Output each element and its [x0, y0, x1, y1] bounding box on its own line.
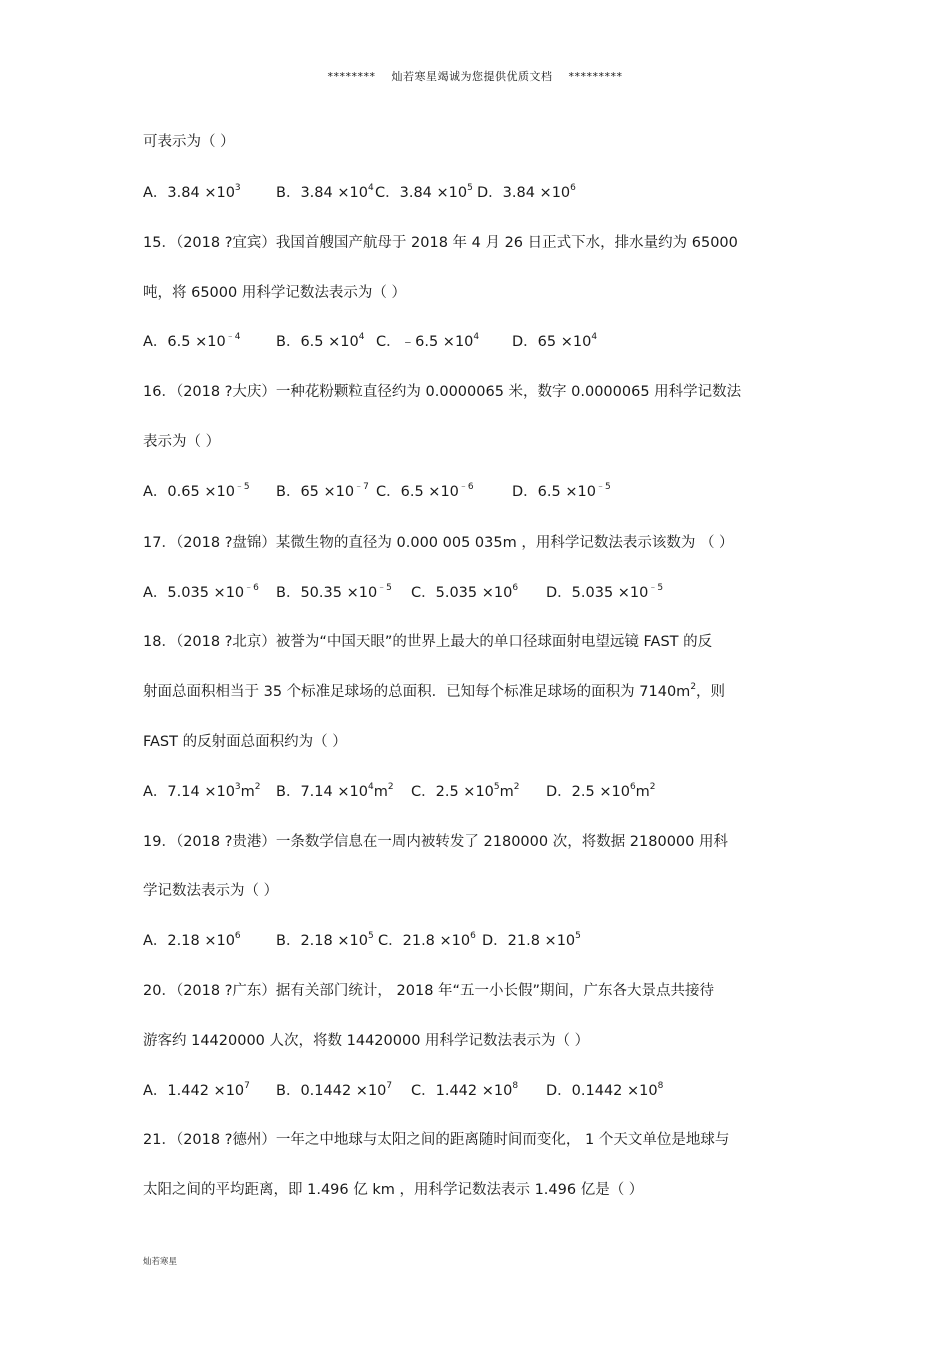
option-a: A．$3.84 \times 10^3$ — [143, 183, 241, 201]
option-b: B．$7.14 \times 10^4m^2$ — [276, 782, 394, 800]
options-row-q15 — [143, 332, 597, 352]
question-18-line-3: FAST 的反射面总面积约为（ ） — [143, 734, 347, 750]
option-a: A．$0.65 \times 10^{﹣5}$ — [143, 482, 250, 500]
option-d: D．$3.84 \times 10^6$ — [477, 183, 576, 201]
options-row-q20 — [143, 1081, 663, 1101]
option-a: A．$7.14 \times 10^3m^2$ — [143, 782, 261, 800]
question-16-line-2: 表示为（ ） — [143, 434, 221, 450]
option-c: C．$2.5 \times 10^5m^2$ — [411, 782, 520, 800]
question-15-line-1: 15．（2018 ?宜宾）我国首艘国产航母于 2018 年 4 月 26 日正式下水，排水量约为 65000 — [143, 235, 738, 251]
header-title: 灿若寒星竭诚为您提供优质文档 — [391, 70, 553, 83]
option-a: A．$6.5 \times 10^{﹣4}$ — [143, 332, 241, 350]
option-b: B．$65 \times 10^{﹣7}$ — [276, 482, 369, 500]
option-c: C．$6.5 \times 10^{﹣6}$ — [376, 482, 474, 500]
question-16-line-1: 16．（2018 ?大庆）一种花粉颗粒直径约为 0.0000065 米，数字 0.0000065 用科学记数法 — [143, 384, 742, 400]
page-footer: 灿若寒星 — [143, 1257, 178, 1267]
option-b: B．$6.5 \times 10^4$ — [276, 332, 365, 350]
option-c: C．$21.8 \times 10^6$ — [378, 931, 476, 949]
option-b: B．$0.1442 \times 10^7$ — [276, 1081, 393, 1099]
options-row-q16 — [143, 482, 611, 502]
question-15-line-2: 吨，将 65000 用科学记数法表示为（ ） — [143, 285, 406, 301]
option-a: A．$1.442 \times 10^7$ — [143, 1081, 250, 1099]
header-stars-right: ********* — [568, 70, 623, 83]
question-18-line-1: 18．（2018 ?北京）被誉为“中国天眼”的世界上最大的单口径球面射电望远镜 FAST 的反 — [143, 634, 713, 650]
option-a: A．$5.035 \times 10^{﹣6}$ — [143, 583, 259, 601]
question-21-line-1: 21．（2018 ?德州）一年之中地球与太阳之间的距离随时间而变化， 1 个天文单位是地球与 — [143, 1132, 730, 1148]
option-b: B．$2.18 \times 10^5$ — [276, 931, 374, 949]
question-18-line-2: 射面总面积相当于 35 个标准足球场的总面积．已知每个标准足球场的面积为 $7140m^2$，则 — [143, 682, 726, 700]
question-17-line-1: 17．（2018 ?盘锦）某微生物的直径为 0.000 005 035m ，用科学记数法表示该数为 （ ） — [143, 535, 734, 551]
question-20-line-2: 游客约 14420000 人次，将数 14420000 用科学记数法表示为（ ） — [143, 1033, 590, 1049]
options-row-q14 — [143, 183, 576, 203]
option-c: C．$3.84 \times 10^5$ — [375, 183, 473, 201]
question-19-line-2: 学记数法表示为（ ） — [143, 883, 279, 899]
question-text: 可表示为（ ） — [143, 134, 235, 150]
question-19-line-1: 19．（2018 ?贵港）一条数学信息在一周内被转发了 2180000 次，将数据 2180000 用科 — [143, 834, 728, 850]
option-d: D．$6.5 \times 10^{﹣5}$ — [512, 482, 611, 500]
option-c: C．﹣6.5 $\times 10^4$ — [376, 332, 480, 350]
option-d: D．$5.035 \times 10^{﹣5}$ — [546, 583, 664, 601]
option-d: D．$0.1442 \times 10^8$ — [546, 1081, 664, 1099]
option-b: B．$50.35 \times 10^{﹣5}$ — [276, 583, 392, 601]
options-row-q17 — [143, 583, 663, 603]
option-d: D．$65 \times 10^4$ — [512, 332, 598, 350]
option-c: C．$1.442 \times 10^8$ — [411, 1081, 519, 1099]
question-21-line-2: 太阳之间的平均距离，即 1.496 亿 km ，用科学记数法表示 1.496 亿是（ ） — [143, 1182, 644, 1198]
option-a: A．$2.18 \times 10^6$ — [143, 931, 241, 949]
options-row-q18 — [143, 782, 656, 802]
option-c: C．$5.035 \times 10^6$ — [411, 583, 519, 601]
option-b: B．$3.84 \times 10^4$ — [276, 183, 374, 201]
options-row-q19 — [143, 931, 581, 951]
header-stars-left: ******** — [327, 70, 376, 83]
question-20-line-1: 20．（2018 ?广东）据有关部门统计， 2018 年“五一小长假”期间，广东各大景点共接待 — [143, 983, 715, 999]
option-d: D．$2.5 \times 10^6m^2$ — [546, 782, 656, 800]
page-header — [0, 68, 950, 84]
option-d: D．$21.8 \times 10^5$ — [482, 931, 581, 949]
